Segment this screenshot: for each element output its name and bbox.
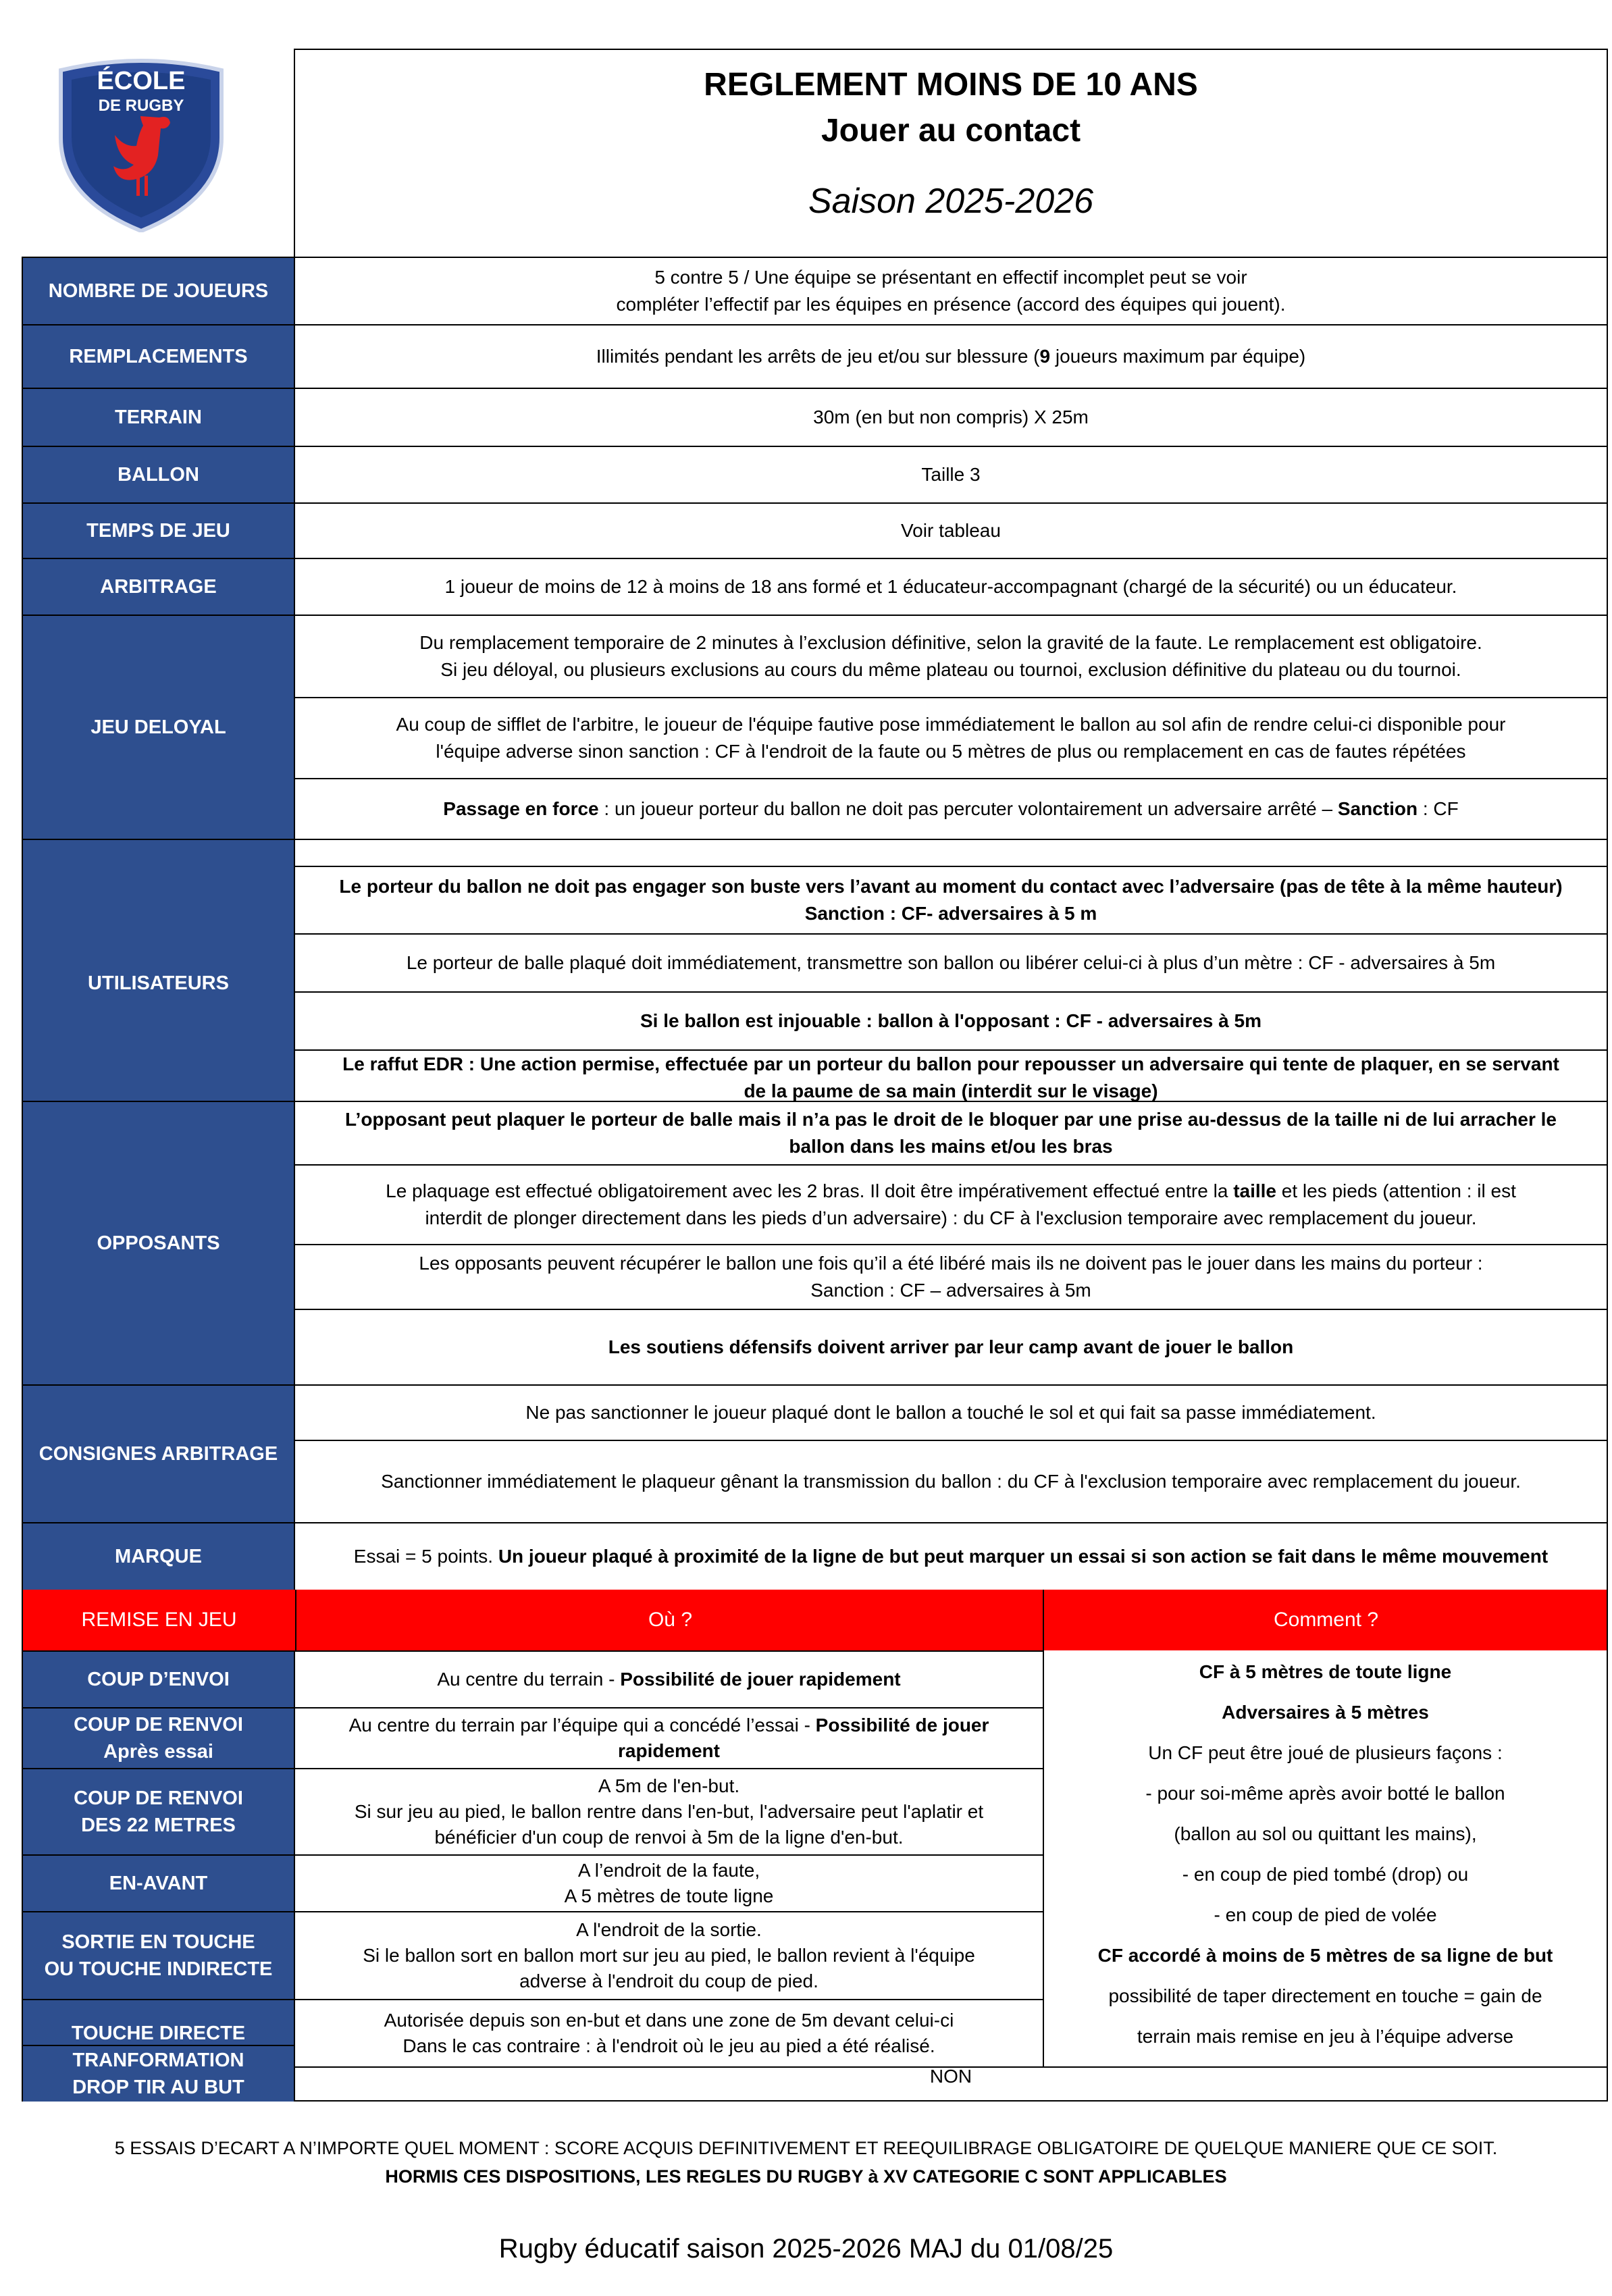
text-line: Du remplacement temporaire de 2 minutes à l’exclusion définitive, selon la gravité de la faute. Le remplacement est obligatoire. (419, 632, 1482, 653)
label-line: DROP TIR AU BUT (72, 2077, 244, 2098)
row-label: JEU DELOYAL (23, 616, 295, 839)
text-bold: Possibilité de jouer rapidement (620, 1669, 901, 1690)
text-line: CF accordé à moins de 5 mètres de sa ligne de but (1097, 1945, 1553, 1966)
row-label: REMPLACEMENTS (23, 325, 295, 388)
remise-label: REMISE EN JEU (81, 1609, 237, 1631)
text-line: Un CF peut être joué de plusieurs façons : (1148, 1742, 1503, 1763)
text-line: CF à 5 mètres de toute ligne (1199, 1661, 1452, 1682)
text-line: A l’endroit de la faute, (577, 1860, 760, 1881)
remise-comment: Comment ? (1043, 1590, 1608, 1650)
rules-table (22, 257, 1608, 2102)
label-line: COUP DE RENVOI (74, 1714, 243, 1736)
row-label: TOUCHE DIRECTE (23, 2000, 295, 2066)
page-header (294, 49, 1608, 257)
row-marque (23, 1522, 1607, 1590)
text-line: interdit de plonger directement dans les pieds d’un adversaire) : du CF à l'exclusion temporaire avec remplacement du joueur. (425, 1207, 1477, 1228)
row-value (295, 1102, 1607, 1164)
ecole-de-rugby-logo (58, 57, 224, 232)
row-value (295, 1912, 1043, 1999)
row-label: COUP D’ENVOI (23, 1652, 295, 1707)
row-label: TERRAIN (23, 389, 295, 446)
row-label: BALLON (23, 447, 295, 502)
row-coup-envoi (23, 1650, 1043, 1707)
row-opposants (23, 1101, 1607, 1384)
row-value: 30m (en but non compris) X 25m (813, 407, 1089, 427)
row-label (23, 1912, 295, 1999)
footer-notes (0, 2134, 1612, 2191)
text-line: L’opposant peut plaquer le porteur de balle mais il n’a pas le droit de le bloquer par une prise au-dessus de la taille ni de lui arracher le (344, 1109, 1557, 1130)
text-line: Le porteur du ballon ne doit pas engager son buste vers l’avant au moment du contact avec l’adversaire (pas de tête à la même hauteur) (339, 876, 1563, 897)
row-utilisateurs (23, 866, 1607, 1101)
text-line: Dans le cas contraire : à l'endroit où le jeu au pied a été réalisé. (402, 2035, 935, 2056)
footer-version: Rugby éducatif saison 2025-2026 MAJ du 01/08/25 (498, 2234, 1114, 2264)
row-value: Voir tableau (901, 520, 1001, 541)
text-line: Sanction : CF – adversaires à 5m (810, 1280, 1091, 1301)
label-line: OU TOUCHE INDIRECTE (44, 1958, 273, 1980)
page-title: REGLEMENT MOINS DE 10 ANS (704, 67, 1198, 103)
row-value (295, 1769, 1043, 1854)
text-line: - pour soi-même après avoir botté le ballon (1145, 1783, 1505, 1804)
svg-text:DE RUGBY: DE RUGBY (98, 97, 184, 115)
text-part: Au centre du terrain - (437, 1669, 621, 1690)
text-line: Le raffut EDR : Une action permise, effectuée par un porteur du ballon pour repousser un adversaire qui tente de plaquer, en se servant (342, 1053, 1559, 1074)
text-line: Au coup de sifflet de l'arbitre, le joueur de l'équipe fautive pose immédiatement le ballon au sol afin de rendre celui-ci disponible pour (396, 714, 1506, 735)
row-value: NON (929, 2066, 972, 2087)
label-line: DES 22 METRES (81, 1815, 236, 1836)
row-consignes-arbitrage (23, 1384, 1607, 1522)
page-subtitle: Jouer au contact (821, 113, 1081, 149)
text-line: bénéficier d'un coup de renvoi à 5m de la ligne d'en-but. (434, 1827, 904, 1848)
row-label: OPPOSANTS (23, 1102, 295, 1384)
row-value (295, 1708, 1043, 1768)
svg-text:ÉCOLE: ÉCOLE (97, 67, 186, 95)
text-line: l'équipe adverse sinon sanction : CF à l'endroit de la faute ou 5 mètres de plus ou remplacement en cas de fautes répétées (436, 741, 1466, 762)
text-line: 5 contre 5 / Une équipe se présentant en effectif incomplet peut se voir (654, 267, 1247, 288)
text-line: de la paume de sa main (interdit sur le visage) (744, 1080, 1158, 1101)
row-value: Le porteur de balle plaqué doit immédiatement, transmettre son ballon ou libérer celui-ci à plus d’un mètre : CF - adversaires à 5m (295, 933, 1607, 991)
row-value (295, 325, 1607, 388)
text-line: terrain mais remise en jeu à l’équipe adverse (1137, 2026, 1514, 2047)
text-line: Si jeu déloyal, ou plusieurs exclusions au cours du même plateau ou tournoi, exclusion définitive du plateau ou du tournoi. (440, 659, 1461, 680)
text-line: ballon dans les mains et/ou les bras (789, 1136, 1113, 1157)
row-label (23, 840, 295, 866)
row-label: CONSIGNES ARBITRAGE (23, 1386, 295, 1522)
text-bold: 9 (1039, 346, 1051, 367)
text-line: Les opposants peuvent récupérer le ballon une fois qu’il a été libéré mais ils ne doivent pas le jouer dans les mains du porteur : (419, 1253, 1483, 1274)
row-value: Si le ballon est injouable : ballon à l'opposant : CF - adversaires à 5m (295, 991, 1607, 1049)
row-remplacements (23, 324, 1607, 388)
text-line: Sanction : CF- adversaires à 5 m (804, 903, 1097, 924)
remise-en-jeu-header (23, 1590, 1607, 1650)
row-value (295, 1523, 1607, 1590)
row-value (295, 778, 1607, 839)
row-value (295, 1164, 1607, 1244)
row-label (23, 2045, 295, 2102)
text-line: Si le ballon sort en ballon mort sur jeu au pied, le ballon revient à l'équipe (363, 1945, 975, 1966)
row-value (295, 258, 1607, 324)
row-value (295, 1049, 1607, 1105)
row-arbitrage (23, 558, 1607, 615)
text-line: A l'endroit de la sortie. (576, 1919, 762, 1940)
row-label: TEMPS DE JEU (23, 504, 295, 558)
row-renvoi-22 (23, 1768, 1043, 1854)
row-label (23, 1769, 295, 1854)
text-part: et les pieds (attention : il est (1276, 1180, 1516, 1201)
row-jeu-deloyal (23, 615, 1607, 839)
row-en-avant (23, 1854, 1043, 1911)
row-value: Les soutiens défensifs doivent arriver par leur camp avant de jouer le ballon (295, 1309, 1607, 1384)
text-line: (ballon au sol ou quittant les mains), (1174, 1823, 1477, 1844)
row-nombre-joueurs (23, 258, 1607, 324)
row-renvoi-essai (23, 1707, 1043, 1768)
remise-ou: Où ? (295, 1590, 1044, 1650)
text-part: Au centre du terrain par l’équipe qui a concédé l’essai - (348, 1715, 816, 1736)
footer-line: 5 ESSAIS D’ECART A N’IMPORTE QUEL MOMENT : SCORE ACQUIS DEFINITIVEMENT ET REEQUILIBRAGE OBLIGATOIRE DE QUELQUE MANIERE QUE CE SOIT. (114, 2138, 1498, 2158)
row-label: UTILISATEURS (23, 866, 295, 1101)
text-part: : un joueur porteur du ballon ne doit pas percuter volontairement un adversaire arrêté – (598, 798, 1338, 819)
label-line: Après essai (103, 1741, 213, 1763)
footer-line: HORMIS CES DISPOSITIONS, LES REGLES DU RUGBY à XV CATEGORIE C SONT APPLICABLES (385, 2166, 1227, 2187)
row-value: Taille 3 (921, 464, 981, 485)
row-value (295, 1652, 1043, 1707)
text-bold: Un joueur plaqué à proximité de la ligne de but peut marquer un essai si son action se fait dans le même mouvement (498, 1546, 1549, 1567)
row-value (295, 867, 1607, 933)
row-value: 1 joueur de moins de 12 à moins de 18 ans formé et 1 éducateur-accompagnant (chargé de la sécurité) ou un éducateur. (444, 576, 1457, 597)
text-part: joueurs maximum par équipe) (1050, 346, 1306, 367)
row-value: Sanctionner immédiatement le plaqueur gênant la transmission du ballon : du CF à l'exclusion temporaire avec remplacement du joueur. (295, 1440, 1607, 1522)
row-ballon (23, 446, 1607, 502)
comment-column (1043, 1650, 1607, 2066)
row-value: Ne pas sanctionner le joueur plaqué dont le ballon a touché le sol et qui fait sa passe immédiatement. (525, 1402, 1376, 1423)
text-line: adverse à l'endroit du coup de pied. (519, 1971, 818, 1991)
text-bold: Sanction (1337, 798, 1418, 819)
text-part: Essai = 5 points. (353, 1546, 498, 1567)
text-line: A 5m de l'en-but. (598, 1775, 740, 1796)
text-part: : CF (1418, 798, 1459, 819)
text-part: Illimités pendant les arrêts de jeu et/ou sur blessure ( (596, 346, 1040, 367)
label-line: SORTIE EN TOUCHE (61, 1931, 255, 1953)
text-line: Si sur jeu au pied, le ballon rentre dans l'en-but, l'adversaire peut l'aplatir et (354, 1801, 984, 1822)
text-bold: Possibilité de jouer (815, 1715, 989, 1736)
text-line: compléter l’effectif par les équipes en présence (accord des équipes qui jouent). (616, 294, 1286, 315)
season-label: Saison 2025-2026 (808, 182, 1094, 221)
label-line: COUP DE RENVOI (74, 1788, 243, 1809)
row-label: EN-AVANT (23, 1856, 295, 1911)
text-line: - en coup de pied tombé (drop) ou (1182, 1864, 1469, 1885)
row-value (295, 1856, 1043, 1911)
text-bold: taille (1233, 1180, 1276, 1201)
text-line: possibilité de taper directement en touche = gain de (1108, 1985, 1542, 2006)
text-part: Le plaquage est effectué obligatoirement avec les 2 bras. Il doit être impérativement effectué entre la (386, 1180, 1234, 1201)
text-bold: rapidement (618, 1740, 720, 1761)
text-line: - en coup de pied de volée (1214, 1904, 1437, 1925)
row-touche-indirecte (23, 1911, 1043, 1999)
row-value (295, 616, 1607, 697)
row-value (295, 1244, 1607, 1309)
row-spacer (23, 839, 1607, 866)
row-temps-de-jeu (23, 502, 1607, 558)
text-line: Adversaires à 5 mètres (1222, 1702, 1429, 1723)
row-terrain (23, 388, 1607, 446)
text-line: Autorisée depuis son en-but et dans une zone de 5m devant celui-ci (384, 2010, 954, 2031)
row-label: ARBITRAGE (23, 559, 295, 615)
label-line: TRANFORMATION (72, 2050, 244, 2071)
row-label: NOMBRE DE JOUEURS (23, 258, 295, 324)
text-line: A 5 mètres de toute ligne (564, 1885, 774, 1906)
text-bold: Passage en force (443, 798, 599, 819)
row-label (23, 1708, 295, 1768)
row-label: MARQUE (23, 1523, 295, 1590)
row-value (295, 697, 1607, 778)
